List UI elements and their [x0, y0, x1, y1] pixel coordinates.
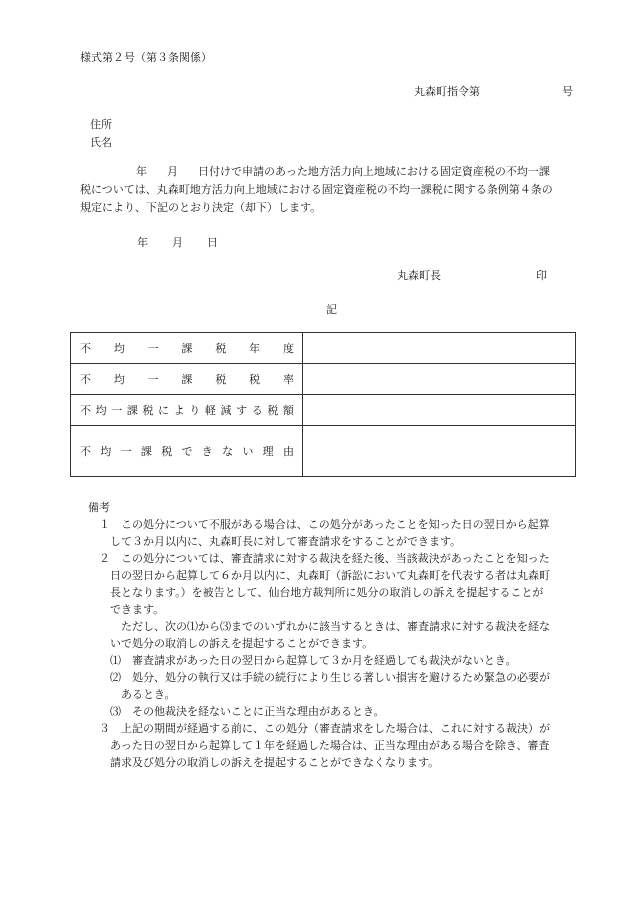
decision-table [70, 332, 576, 477]
notes-line: あるとき。 [88, 688, 176, 701]
body-line1: 日付けで申請のあった地方活力向上地域における固定資産税の不均一課 [198, 165, 550, 178]
notes-section [88, 499, 588, 771]
notes-line: 日の翌日から起算して６か月以内に、丸森町（訴訟において丸森町を代表する者は丸森町 [88, 569, 550, 582]
table-row [71, 395, 576, 426]
notes-line: ただし、次の⑴から⑶までのいずれかに該当するときは、審査請求に対する裁決を経な [88, 620, 550, 633]
notes-line: １ この処分について不服がある場合は、この処分があったことを知った日の翌日から起算 [88, 518, 550, 531]
body-date-year: 年 [136, 165, 147, 178]
notes-line: できます。 [88, 603, 165, 616]
document-number-prefix: 丸森町指令第 [414, 85, 480, 98]
notes-line: 請求及び処分の取消しの訴えを提起することができなくなります。 [88, 756, 440, 769]
row-label-rejection-reason: 不 均 一 課 税 で き な い 理 由 [71, 426, 303, 477]
row-label-reduced-amount: 不 均 一 課 税 に よ り 軽 減 す る 税 額 [71, 395, 303, 426]
notes-line: あった日の翌日から起算して１年を経過した場合は、正当な理由がある場合を除き、審査 [88, 739, 550, 752]
name-label: 氏名 [90, 136, 112, 149]
notes-line: ⑵ 処分、処分の執行又は手続の続行により生じる著しい損害を避けるため緊急の必要が [88, 671, 550, 684]
value-cell-tax-rate [303, 364, 576, 395]
row-label-tax-rate: 不 均 一 課 税 税 率 [71, 364, 303, 395]
body-paragraph [80, 163, 578, 217]
notes-line: 長となります。）を被告として、仙台地方裁判所に処分の取消しの訴えを提起することが [88, 586, 544, 599]
notes-heading: 備考 [88, 501, 110, 514]
body-line3: 規定により、下記のとおり決定（却下）します。 [80, 201, 322, 214]
form-number: 様式第２号（第３条関係） [80, 51, 212, 64]
decision-date-day: 日 [207, 236, 218, 249]
decision-date-month: 月 [172, 236, 183, 249]
value-cell-rejection-reason [303, 426, 576, 477]
record-heading: 記 [326, 303, 337, 316]
body-line2: 税については、丸森町地方活力向上地域における固定資産税の不均一課税に関する条例第４条の [80, 183, 553, 196]
value-cell-reduced-amount [303, 395, 576, 426]
issuer-title: 丸森町長 [397, 269, 441, 282]
notes-line: ２ この処分については、審査請求に対する裁決を経た後、当該裁決があったことを知った [88, 552, 550, 565]
notes-line: ⑴ 審査請求があった日の翌日から起算して３か月を経過しても裁決がないとき。 [88, 654, 517, 667]
body-date-month: 月 [167, 165, 178, 178]
address-label: 住所 [90, 118, 112, 131]
decision-date-year: 年 [137, 236, 148, 249]
notes-line: ⑶ その他裁決を経ないことに正当な理由があるとき。 [88, 705, 385, 718]
notes-line: ３ 上記の期間が経過する前に、この処分（審査請求をした場合は、これに対する裁決）が [88, 722, 550, 735]
seal-mark: 印 [536, 269, 547, 282]
value-cell-tax-year [303, 333, 576, 364]
table-row [71, 364, 576, 395]
table-row [71, 333, 576, 364]
row-label-tax-year: 不 均 一 課 税 年 度 [71, 333, 303, 364]
notes-line: して３か月以内に、丸森町長に対して審査請求をすることができます。 [88, 535, 462, 548]
table-row [71, 426, 576, 477]
document-number-suffix: 号 [562, 85, 573, 98]
notes-line: いで処分の取消しの訴えを提起することができます。 [88, 637, 374, 650]
